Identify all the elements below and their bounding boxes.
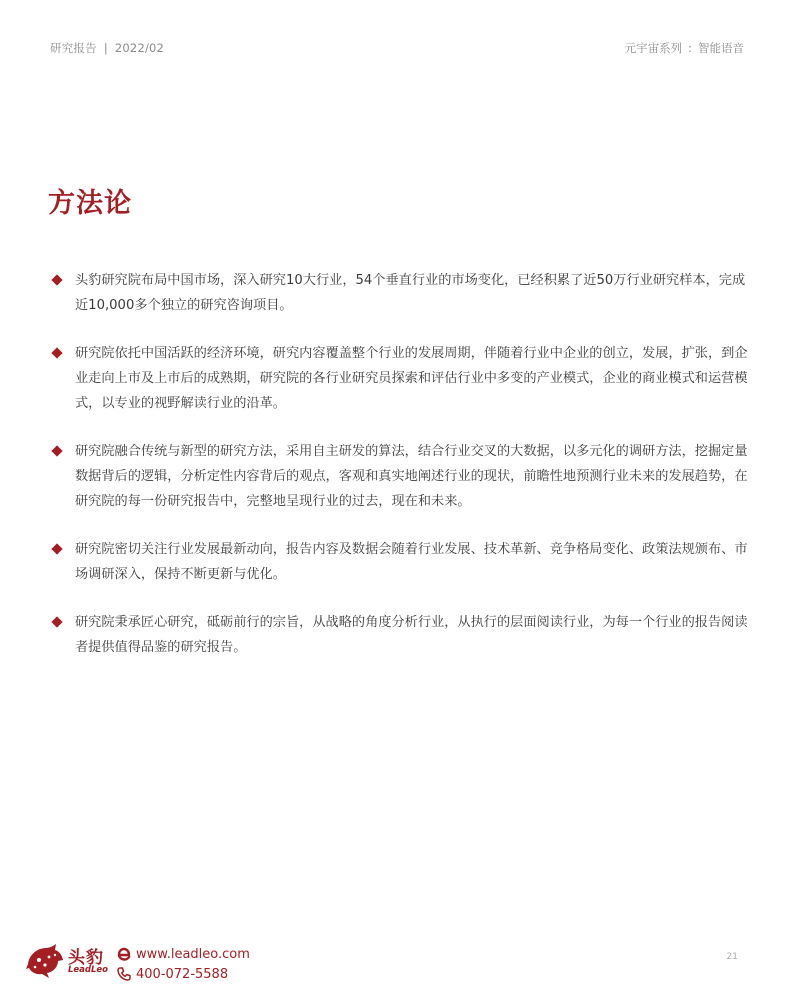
diamond-bullet-icon [51, 347, 62, 358]
list-item-text: 研究院密切关注行业发展最新动向，报告内容及数据会随着行业发展、技术革新、竞争格局变化、政策法规颁布、市场调研深入，保持不断更新与优化。 [75, 542, 748, 582]
logo-text-cn: 头豹 [68, 948, 104, 968]
leopard-logo-icon [25, 942, 65, 980]
website-link[interactable]: www.leadleo.com [136, 946, 250, 962]
list-item-text: 研究院融合传统与新型的研究方法，采用自主研发的算法，结合行业交叉的大数据，以多元化的调研方法，挖掘定量数据背后的逻辑，分析定性内容背后的观点，客观和真实地阐述行业的现状，前瞻性地预测行业未来的发展趋势，在研究院的每一份研究报告中，完整地呈现行业的过去，现在和未来。 [75, 444, 748, 509]
phone-row [116, 964, 250, 984]
list-item [50, 268, 750, 318]
list-item-text: 研究院秉承匠心研究，砥砺前行的宗旨，从战略的角度分析行业，从执行的层面阅读行业，为每一个行业的报告阅读者提供值得品鉴的研究报告。 [75, 615, 748, 655]
list-item-text: 研究院依托中国活跃的经济环境，研究内容覆盖整个行业的发展周期，伴随着行业中企业的创立，发展，扩张，到企业走向上市及上市后的成熟期，研究院的各行业研究员探索和评估行业中多变的产业模式，企业的商业模式和运营模式，以专业的视野解读行业的沿革。 [75, 346, 748, 411]
list-item-text: 头豹研究院布局中国市场，深入研究10大行业，54个垂直行业的市场变化，已经积累了近50万行业研究样本，完成近10,000多个独立的研究咨询项目。 [75, 273, 746, 313]
list-item [50, 610, 750, 660]
report-type: 研究报告 [50, 41, 97, 55]
diamond-bullet-icon [51, 616, 62, 627]
series-name: 元宇宙系列 [624, 41, 683, 55]
page-number: 21 [726, 952, 738, 962]
series-separator: : [688, 41, 692, 55]
list-item [50, 341, 750, 416]
diamond-bullet-icon [51, 445, 62, 456]
list-item [50, 439, 750, 514]
page-title: 方法论 [48, 188, 132, 219]
header-right [625, 40, 744, 56]
phone-number: 400-072-5588 [136, 966, 229, 982]
diamond-bullet-icon [51, 543, 62, 554]
contact-info [116, 944, 250, 984]
header-separator: | [103, 41, 108, 55]
phone-icon [116, 966, 132, 982]
header-left [50, 40, 164, 56]
diamond-bullet-icon [51, 274, 62, 285]
website-row[interactable] [116, 944, 250, 964]
leadleo-logo [25, 942, 109, 982]
series-topic: 智能语音 [698, 41, 744, 55]
list-item [50, 537, 750, 587]
methodology-list [50, 268, 750, 683]
report-date: 2022/02 [114, 41, 165, 55]
logo-text-en: LeadLeo [68, 965, 109, 975]
e-web-icon [116, 946, 132, 962]
